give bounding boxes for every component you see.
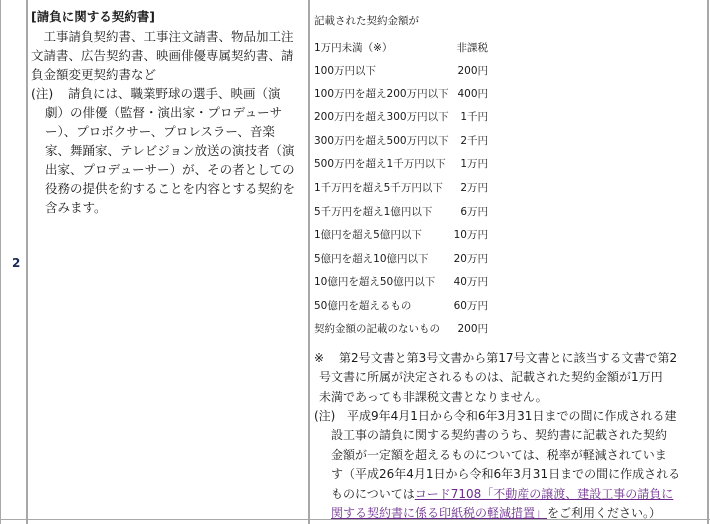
table-divider-number bbox=[26, 0, 28, 524]
stamp-duty-amount: 非課税 bbox=[456, 42, 488, 54]
amount-range-label: 300万円を超え500万円以下 bbox=[314, 135, 449, 147]
reduction-note bbox=[331, 407, 707, 523]
note-line: 出家、プロデューサー）が、その者としての bbox=[45, 162, 295, 177]
amount-intro: 記載された契約金額が bbox=[314, 15, 419, 27]
table-border-left bbox=[0, 0, 1, 524]
stamp-duty-amount: 6万円 bbox=[460, 206, 488, 218]
description-line: 負金額変更契約書など bbox=[31, 67, 157, 82]
note-line: 劇）の俳優（監督・演出家・プロデューサ bbox=[45, 105, 283, 120]
asterisk-note-line: 号文書に所属が決定されるものは、記載された契約金額が1万円 bbox=[319, 370, 663, 385]
document-type-heading: [請負に関する契約書] bbox=[31, 9, 155, 24]
stamp-duty-amount: 20万円 bbox=[453, 253, 488, 265]
stamp-tax-reduction-link[interactable]: コード7108「不動産の譲渡、建設工事の請負に bbox=[414, 486, 674, 501]
stamp-tax-reduction-link-continued[interactable]: 関する契約書に係る印紙税の軽減措置」 bbox=[331, 506, 548, 521]
note-line: 請負には、職業野球の選手、映画（演 bbox=[68, 86, 281, 101]
amount-range-label: 100万円を超え200万円以下 bbox=[314, 88, 449, 100]
amount-range-label: 100万円以下 bbox=[314, 65, 377, 77]
stamp-duty-amount: 1千円 bbox=[460, 111, 488, 123]
stamp-duty-amount: 60万円 bbox=[453, 300, 488, 312]
note-text bbox=[45, 84, 307, 217]
amount-range-label: 10億円を超え50億円以下 bbox=[314, 276, 436, 288]
row-number: 2 bbox=[12, 256, 21, 270]
asterisk-note bbox=[319, 349, 705, 407]
reduction-note-text: をご利用ください。） bbox=[547, 506, 662, 521]
reduction-note-label: (注) bbox=[314, 409, 336, 423]
reduction-note-text: ものについては bbox=[331, 486, 415, 501]
stamp-duty-amount: 40万円 bbox=[453, 276, 488, 288]
stamp-duty-amount: 400円 bbox=[457, 88, 488, 100]
description-line: 文請書、広告契約書、映画俳優専属契約書、請 bbox=[31, 48, 294, 63]
stamp-duty-amount: 200円 bbox=[457, 65, 488, 77]
amount-range-label: 1千万円を超え5千万円以下 bbox=[314, 182, 443, 194]
document-examples bbox=[31, 27, 306, 84]
amount-range-label: 50億円を超えるもの bbox=[314, 300, 412, 312]
amount-range-label: 5億円を超え10億円以下 bbox=[314, 253, 429, 265]
note-line: 家、舞踊家、テレビジョン放送の演技者（演 bbox=[45, 143, 295, 158]
reduction-note-line bbox=[331, 485, 707, 504]
note-label: (注) bbox=[31, 86, 54, 101]
amount-range-label: 500万円を超え1千万円以下 bbox=[314, 158, 446, 170]
reduction-note-line: す（平成26年4月1日から令和6年3月31日までの間に作成される bbox=[331, 467, 681, 482]
stamp-duty-amount: 200円 bbox=[457, 323, 488, 335]
description-line: 工事請負契約書、工事注文請書、物品加工注 bbox=[31, 29, 294, 44]
stamp-duty-amount: 2千円 bbox=[460, 135, 488, 147]
note-line: 含みます。 bbox=[45, 200, 107, 215]
asterisk-note-line: 第2号文書と第3号文書から第17号文書とに該当する文書で第2 bbox=[339, 351, 678, 365]
stamp-duty-amount: 2万円 bbox=[460, 182, 488, 194]
stamp-duty-amount: 1万円 bbox=[460, 158, 488, 170]
note-line: 役務の提供を約することを内容とする契約を bbox=[45, 181, 296, 196]
amount-range-label: 1万円未満（※） bbox=[314, 42, 393, 54]
table-border-right bbox=[707, 0, 709, 524]
asterisk-note-mark: ※ bbox=[314, 351, 325, 365]
reduction-note-line: 金額が一定額を超えるものについては、税率が軽減されていま bbox=[331, 447, 667, 462]
reduction-note-line: 設工事の請負に関する契約書のうち、契約書に記載された契約 bbox=[331, 428, 668, 443]
note-line: ー）、プロボクサー、プロレスラー、音楽 bbox=[45, 124, 275, 139]
asterisk-note-line: 未満であっても非課税文書となりません。 bbox=[319, 389, 548, 404]
amount-range-label: 200万円を超え300万円以下 bbox=[314, 111, 449, 123]
amount-range-label: 5千万円を超え1億円以下 bbox=[314, 206, 433, 218]
amount-range-label: 契約金額の記載のないもの bbox=[314, 323, 440, 335]
stamp-duty-amount: 10万円 bbox=[453, 229, 488, 241]
table-divider-middle bbox=[308, 0, 310, 524]
amount-range-label: 1億円を超え5億円以下 bbox=[314, 229, 422, 241]
reduction-note-line bbox=[331, 504, 707, 523]
reduction-note-line: 平成9年4月1日から令和6年3月31日までの間に作成される建 bbox=[347, 409, 677, 423]
